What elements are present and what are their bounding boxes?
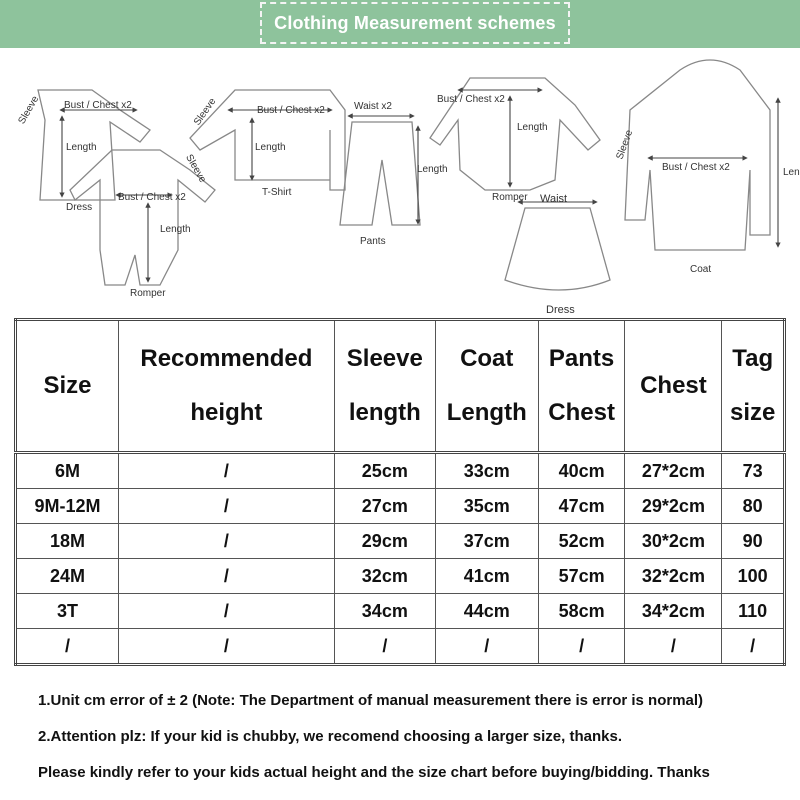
- coat-outline: [625, 60, 770, 250]
- header-coat-length: Coat Length: [435, 320, 538, 453]
- cell-pants-chest: /: [538, 629, 625, 665]
- cell-height: /: [118, 594, 334, 629]
- note-refer-height: Please kindly refer to your kids actual height and the size chart before buying/bidding. Thanks: [38, 764, 710, 781]
- cell-height: /: [118, 559, 334, 594]
- garment-illustrations: [0, 50, 800, 316]
- header-size: Size: [16, 320, 119, 453]
- cell-sleeve: 27cm: [334, 489, 435, 524]
- skirt-outline: [505, 208, 610, 290]
- cell-size: 6M: [16, 453, 119, 489]
- cell-height: /: [118, 629, 334, 665]
- cell-coat: 35cm: [435, 489, 538, 524]
- table-row: [16, 524, 785, 559]
- cell-chest: /: [625, 629, 722, 665]
- romper-left-bust-label: Bust / Chest x2: [118, 192, 186, 203]
- coat-length-label: Len: [783, 167, 800, 178]
- romper-right-length-label: Length: [517, 122, 548, 133]
- header-banner: [0, 0, 800, 48]
- dress-sleeve-label: Sleeve: [16, 94, 42, 127]
- cell-size: 24M: [16, 559, 119, 594]
- cell-sleeve: 34cm: [334, 594, 435, 629]
- cell-chest: 34*2cm: [625, 594, 722, 629]
- measurement-diagrams: [0, 50, 800, 316]
- cell-chest: 32*2cm: [625, 559, 722, 594]
- pants-waist-label: Waist x2: [354, 101, 392, 112]
- cell-sleeve: 32cm: [334, 559, 435, 594]
- cell-coat: /: [435, 629, 538, 665]
- cell-tag: /: [722, 629, 785, 665]
- size-chart-table: [14, 318, 786, 666]
- cell-coat: 44cm: [435, 594, 538, 629]
- skirt-name: Dress: [546, 304, 575, 316]
- dress-bust-label: Bust / Chest x2: [64, 100, 132, 111]
- cell-chest: 27*2cm: [625, 453, 722, 489]
- tshirt-length-label: Length: [255, 142, 286, 153]
- cell-pants-chest: 47cm: [538, 489, 625, 524]
- tshirt-bust-label: Bust / Chest x2: [257, 105, 325, 116]
- coat-name: Coat: [690, 264, 712, 275]
- romper-left-name: Romper: [130, 288, 166, 299]
- cell-tag: 73: [722, 453, 785, 489]
- romper-left-length-label: Length: [160, 224, 191, 235]
- note-unit-error: 1.Unit cm error of ± 2 (Note: The Department of manual measurement there is error is normal): [38, 692, 704, 709]
- skirt-waist-label: Waist: [540, 193, 568, 205]
- cell-tag: 90: [722, 524, 785, 559]
- header-sleeve-length: Sleeve length: [334, 320, 435, 453]
- cell-chest: 30*2cm: [625, 524, 722, 559]
- cell-size: 3T: [16, 594, 119, 629]
- cell-tag: 110: [722, 594, 785, 629]
- cell-sleeve: 25cm: [334, 453, 435, 489]
- cell-tag: 80: [722, 489, 785, 524]
- cell-coat: 37cm: [435, 524, 538, 559]
- cell-coat: 33cm: [435, 453, 538, 489]
- cell-chest: 29*2cm: [625, 489, 722, 524]
- cell-size: 9M-12M: [16, 489, 119, 524]
- table-row: [16, 559, 785, 594]
- table-row: [16, 453, 785, 489]
- cell-sleeve: 29cm: [334, 524, 435, 559]
- header-recommended-height: Recommended height: [118, 320, 334, 453]
- header-pants-chest: Pants Chest: [538, 320, 625, 453]
- pants-length-label: Length: [417, 164, 448, 175]
- cell-size: 18M: [16, 524, 119, 559]
- cell-coat: 41cm: [435, 559, 538, 594]
- dress-name: Dress: [66, 202, 93, 213]
- romper-left-sleeve-label: Sleeve: [183, 152, 208, 185]
- pants-name: Pants: [360, 236, 386, 247]
- dress-length-label: Length: [66, 142, 97, 153]
- table-header-row: [16, 320, 785, 453]
- table-row: [16, 489, 785, 524]
- pants-outline: [340, 122, 420, 225]
- header-tag-size: Tag size: [722, 320, 785, 453]
- tshirt-name: T-Shirt: [262, 187, 292, 198]
- romper-right-bust-label: Bust / Chest x2: [437, 94, 505, 105]
- header-title: Clothing Measurement schemes: [260, 2, 570, 44]
- table-row: [16, 629, 785, 665]
- cell-pants-chest: 57cm: [538, 559, 625, 594]
- header-chest: Chest: [625, 320, 722, 453]
- cell-tag: 100: [722, 559, 785, 594]
- coat-sleeve-label: Sleeve: [614, 128, 636, 162]
- diagram-labels: [16, 94, 799, 316]
- cell-height: /: [118, 453, 334, 489]
- table-row: [16, 594, 785, 629]
- cell-size: /: [16, 629, 119, 665]
- cell-height: /: [118, 524, 334, 559]
- cell-height: /: [118, 489, 334, 524]
- note-chubby-advice: 2.Attention plz: If your kid is chubby, we recomend choosing a larger size, thanks.: [38, 728, 622, 745]
- romper-right-name: Romper: [492, 192, 528, 203]
- cell-pants-chest: 40cm: [538, 453, 625, 489]
- coat-bust-label: Bust / Chest x2: [662, 162, 730, 173]
- cell-sleeve: /: [334, 629, 435, 665]
- tshirt-sleeve-label: Sleeve: [191, 96, 219, 128]
- cell-pants-chest: 52cm: [538, 524, 625, 559]
- cell-pants-chest: 58cm: [538, 594, 625, 629]
